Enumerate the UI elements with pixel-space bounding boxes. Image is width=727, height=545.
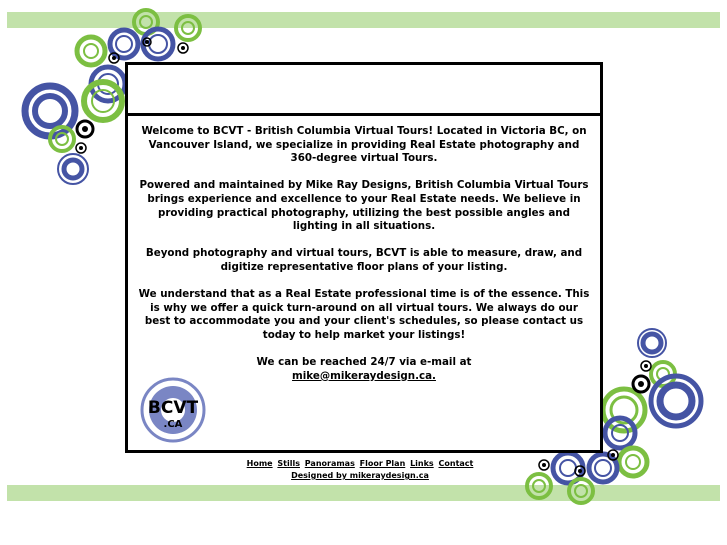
paragraph-turnaround: We understand that as a Real Estate professional time is of the essence. This is why we offer a quick turn-around on all virtual tours. We always do our best to accommodate you and your client's schedules, so please contact us today to help market your listings! xyxy=(138,288,590,341)
paragraph-powered: Powered and maintained by Mike Ray Designs, British Columbia Virtual Tours brings experience and excellence to your Real Estate needs. We believe in providing practical photography, utilizing the best possible angles and lighting in all situations. xyxy=(139,179,589,233)
nav-panoramas-link[interactable]: Panoramas xyxy=(304,459,355,468)
nav-home-link[interactable]: Home xyxy=(246,459,273,468)
logo-subtext: .CA xyxy=(163,419,183,430)
email-link[interactable]: mike@mikeraydesign.ca. xyxy=(292,369,436,382)
nav-links-link[interactable]: Links xyxy=(410,459,434,468)
bcvt-logo xyxy=(138,375,208,445)
logo-text: BCVT xyxy=(147,398,199,418)
designer-credit-link[interactable]: Designed by mikeraydesign.ca xyxy=(291,471,429,480)
intro-text xyxy=(128,116,600,383)
nav-stills-link[interactable]: Stills xyxy=(277,459,300,468)
nav-contact-link[interactable]: Contact xyxy=(438,459,474,468)
paragraph-floorplans: Beyond photography and virtual tours, BCVT is able to measure, draw, and digitize representative floor plans of your listing. xyxy=(145,247,583,273)
paragraph-welcome: Welcome to BCVT - British Columbia Virtual Tours! Located in Victoria BC, on Vancouver Island, we specialize in providing Real Estate photography and 360-degree virtual Tours. xyxy=(141,125,587,165)
header-banner xyxy=(128,65,600,116)
footer-nav xyxy=(0,458,720,482)
main-content-box xyxy=(125,62,603,453)
nav-floorplan-link[interactable]: Floor Plan xyxy=(359,459,406,468)
contact-line: We can be reached 24/7 via e-mail at xyxy=(256,356,472,369)
